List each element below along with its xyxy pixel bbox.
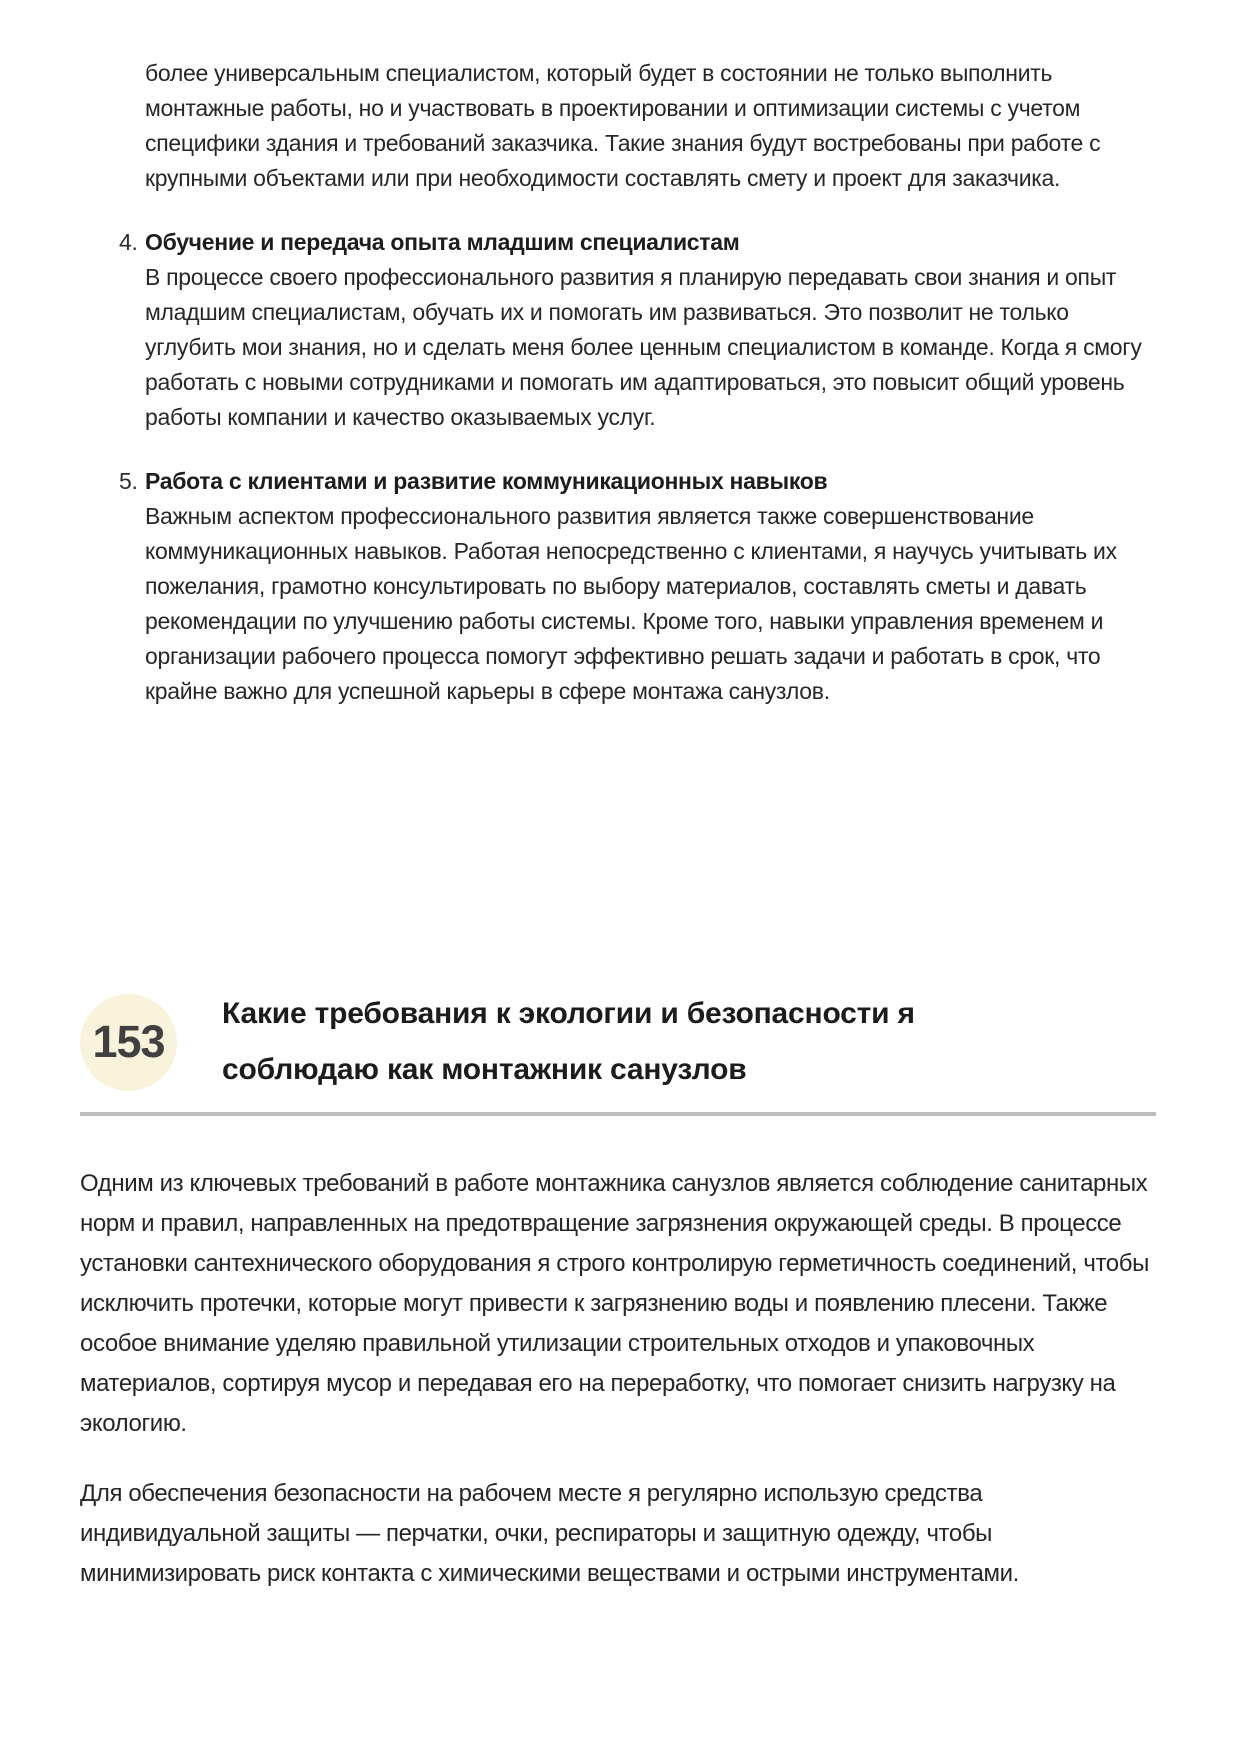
section-paragraph: Для обеспечения безопасности на рабочем месте я регулярно использую средства индивидуальной защиты — перчатки, очки, респираторы и защитную одежду, чтобы минимизировать риск контакта с химическими веществами и острыми инструментами. (80, 1480, 1019, 1587)
list-item (119, 464, 1156, 709)
question-number-badge: 153 (80, 994, 177, 1091)
list-item-body: В процессе своего профессионального развития я планирую передавать свои знания и опыт младшим специалистам, обучать их и помогать им развиваться. Это позволит не только углубить мои знания, но и сделать меня более ценным специалистом в команде. Когда я смогу работать с новыми сотрудниками и помогать им адаптироваться, это повысит общий уровень работы компании и качество оказываемых услуг. (145, 264, 1142, 430)
section-paragraph: Одним из ключевых требований в работе монтажника санузлов является соблюдение санитарных норм и правил, направленных на предотвращение загрязнения окружающей среды. В процессе установки сантехнического оборудования я строго контролирую герметичность соединений, чтобы исключить протечки, которые могут привести к загрязнению воды и появлению плесени. Также особое внимание уделяю правильной утилизации строительных отходов и упаковочных материалов, сортируя мусор и передавая его на переработку, что помогает снизить нагрузку на экологию. (80, 1170, 1149, 1437)
section-title: Какие требования к экологии и безопасности я соблюдаю как монтажник санузлов (222, 997, 915, 1086)
list-item-content (145, 225, 1156, 435)
list-item-title: Работа с клиентами и развитие коммуникационных навыков (145, 468, 828, 494)
list-item-number: 5. (119, 468, 138, 494)
section-header (80, 986, 1156, 1098)
list-item-body: Важным аспектом профессионального развития является также совершенствование коммуникационных навыков. Работая непосредственно с клиентами, я научусь учитывать их пожелания, грамотно консультировать по выбору материалов, составлять сметы и давать рекомендации по улучшению работы системы. Кроме того, навыки управления временем и организации рабочего процесса помогут эффективно решать задачи и работать в срок, что крайне важно для успешной карьеры в сфере монтажа санузлов. (145, 503, 1117, 704)
list-item (119, 225, 1156, 435)
numbered-list (80, 56, 1156, 709)
paragraph-continuation: более универсальным специалистом, который будет в состоянии не только выполнить монтажные работы, но и участвовать в проектировании и оптимизации системы с учетом специфики здания и требований заказчика. Такие знания будут востребованы при работе с крупными объектами или при необходимости составлять смету и проект для заказчика. (145, 60, 1101, 191)
question-section (80, 986, 1156, 1594)
list-item-title: Обучение и передача опыта младшим специалистам (145, 229, 740, 255)
section-divider (80, 1112, 1156, 1116)
list-item-content (145, 464, 1156, 709)
list-item-number: 4. (119, 229, 138, 255)
